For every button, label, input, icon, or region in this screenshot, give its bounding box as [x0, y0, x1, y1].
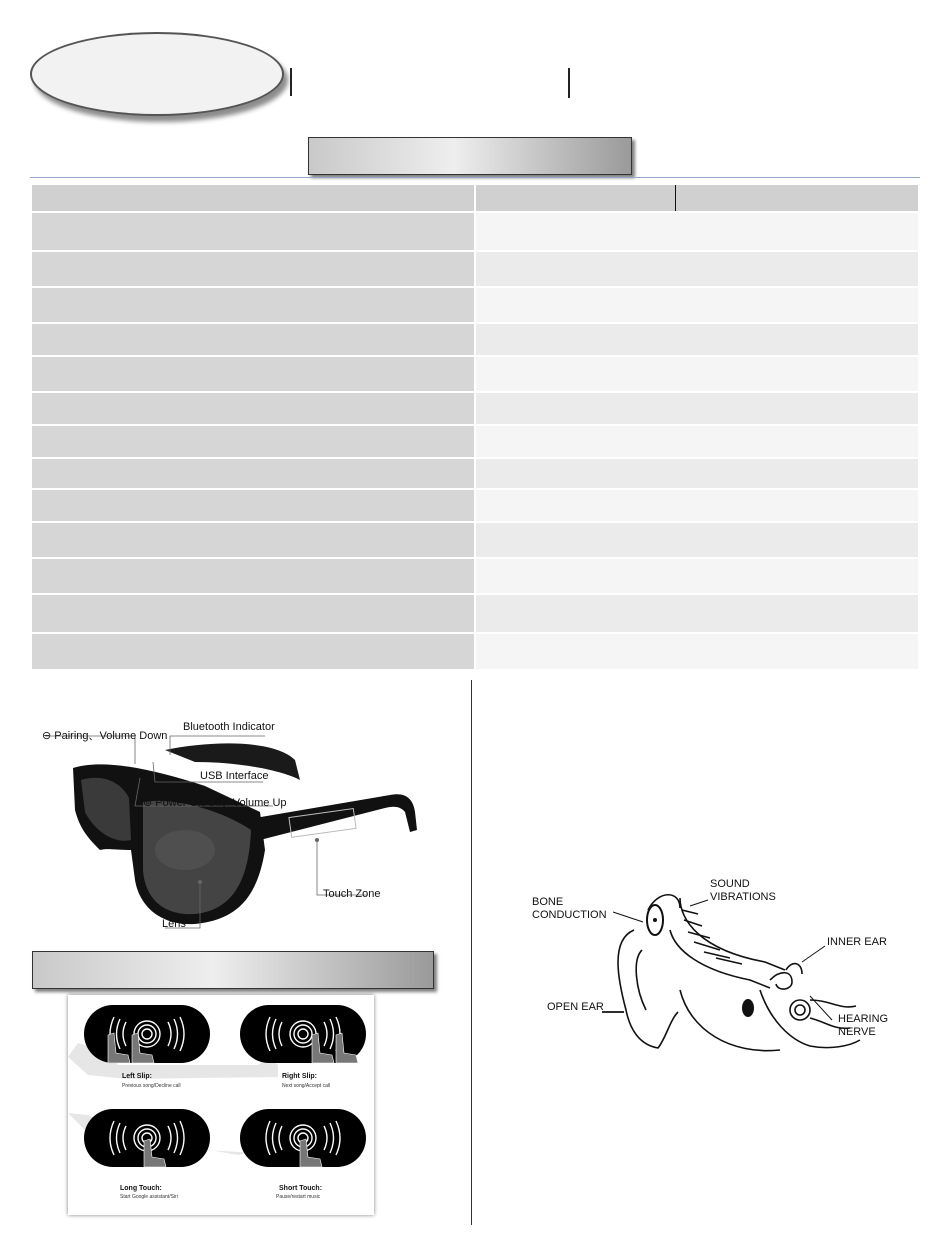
spec-title-bar [308, 137, 632, 175]
label-line: VIBRATIONS [710, 891, 776, 903]
section-divider [30, 177, 920, 178]
right-slip-button [240, 1005, 366, 1063]
label-line: HEARING [838, 1013, 889, 1025]
short-touch-title: Short Touch: [279, 1185, 323, 1192]
header-divider [290, 68, 292, 96]
inner-ear-label: INNER EAR [827, 936, 887, 948]
column-separator [471, 680, 472, 1225]
spec-key [31, 425, 475, 458]
label-line: NERVE [838, 1026, 876, 1038]
long-touch-button [84, 1109, 210, 1167]
label-line: CONDUCTION [532, 909, 607, 921]
spec-key [31, 594, 475, 633]
spec-value [475, 287, 919, 323]
spec-key [31, 356, 475, 392]
hearing-nerve-label [838, 1013, 888, 1039]
spec-key [31, 489, 475, 522]
touch-controls-panel [68, 995, 374, 1215]
open-ear-label: OPEN EAR [547, 1001, 604, 1013]
spec-value [475, 633, 919, 670]
fingerprint-icon [84, 1109, 210, 1167]
spec-table [30, 183, 920, 671]
table-row [31, 594, 919, 633]
right-slip-title: Right Slip: [282, 1073, 317, 1080]
fingerprint-icon [240, 1005, 366, 1063]
spec-value [475, 558, 919, 594]
power-label: ⊚ Power On/Off、Volume Up [143, 797, 287, 809]
left-slip-title: Left Slip: [122, 1073, 152, 1080]
lens-label: Lens [162, 918, 186, 930]
spec-value [475, 489, 919, 522]
pairing-label: ⊖ Pairing、Volume Down [42, 730, 168, 742]
spec-key [31, 287, 475, 323]
glasses-diagram [42, 700, 425, 940]
table-row [31, 489, 919, 522]
spec-value [475, 425, 919, 458]
brand-logo-oval [30, 32, 284, 116]
bone-conduction-label [532, 896, 607, 922]
spec-value [475, 356, 919, 392]
spec-key [31, 392, 475, 425]
table-row [31, 558, 919, 594]
header-divider [568, 68, 570, 98]
bluetooth-indicator-label: Bluetooth Indicator [183, 721, 275, 733]
spec-key [31, 251, 475, 287]
spec-key [31, 212, 475, 251]
spec-key [31, 633, 475, 670]
table-row [31, 251, 919, 287]
table-row [31, 392, 919, 425]
table-row [31, 287, 919, 323]
short-touch-desc: Pause/restart music [276, 1194, 321, 1200]
spec-key [31, 522, 475, 558]
spec-value [475, 323, 919, 356]
left-slip-button [84, 1005, 210, 1063]
table-header-row [31, 184, 919, 212]
right-slip-desc: Next song/Accept call [282, 1083, 331, 1089]
usb-interface-label: USB Interface [200, 770, 269, 782]
table-row [31, 522, 919, 558]
table-row [31, 633, 919, 670]
spec-value [475, 522, 919, 558]
spec-value [475, 212, 919, 251]
table-row [31, 323, 919, 356]
table-row [31, 425, 919, 458]
spec-value [475, 458, 919, 489]
label-line: SOUND [710, 878, 750, 890]
spec-value [475, 594, 919, 633]
spec-value [475, 392, 919, 425]
short-touch-button [240, 1109, 366, 1167]
table-row [31, 212, 919, 251]
spec-key [31, 558, 475, 594]
fingerprint-icon [84, 1005, 210, 1063]
long-touch-desc: Start Google assistant/Siri [120, 1194, 178, 1200]
touch-controls-title-bar [32, 951, 434, 989]
table-header-cell [475, 184, 919, 212]
table-column-divider [675, 185, 676, 211]
sound-vibrations-label [710, 878, 776, 904]
spec-value [475, 251, 919, 287]
label-line: BONE [532, 896, 564, 908]
spec-key [31, 323, 475, 356]
bone-conduction-diagram [530, 870, 900, 1070]
spec-key [31, 458, 475, 489]
table-header-cell [31, 184, 475, 212]
fingerprint-icon [240, 1109, 366, 1167]
touch-zone-label: Touch Zone [323, 888, 381, 900]
table-row [31, 356, 919, 392]
left-slip-desc: Previous song/Decline call [122, 1083, 181, 1089]
table-row [31, 458, 919, 489]
long-touch-title: Long Touch: [120, 1185, 162, 1192]
